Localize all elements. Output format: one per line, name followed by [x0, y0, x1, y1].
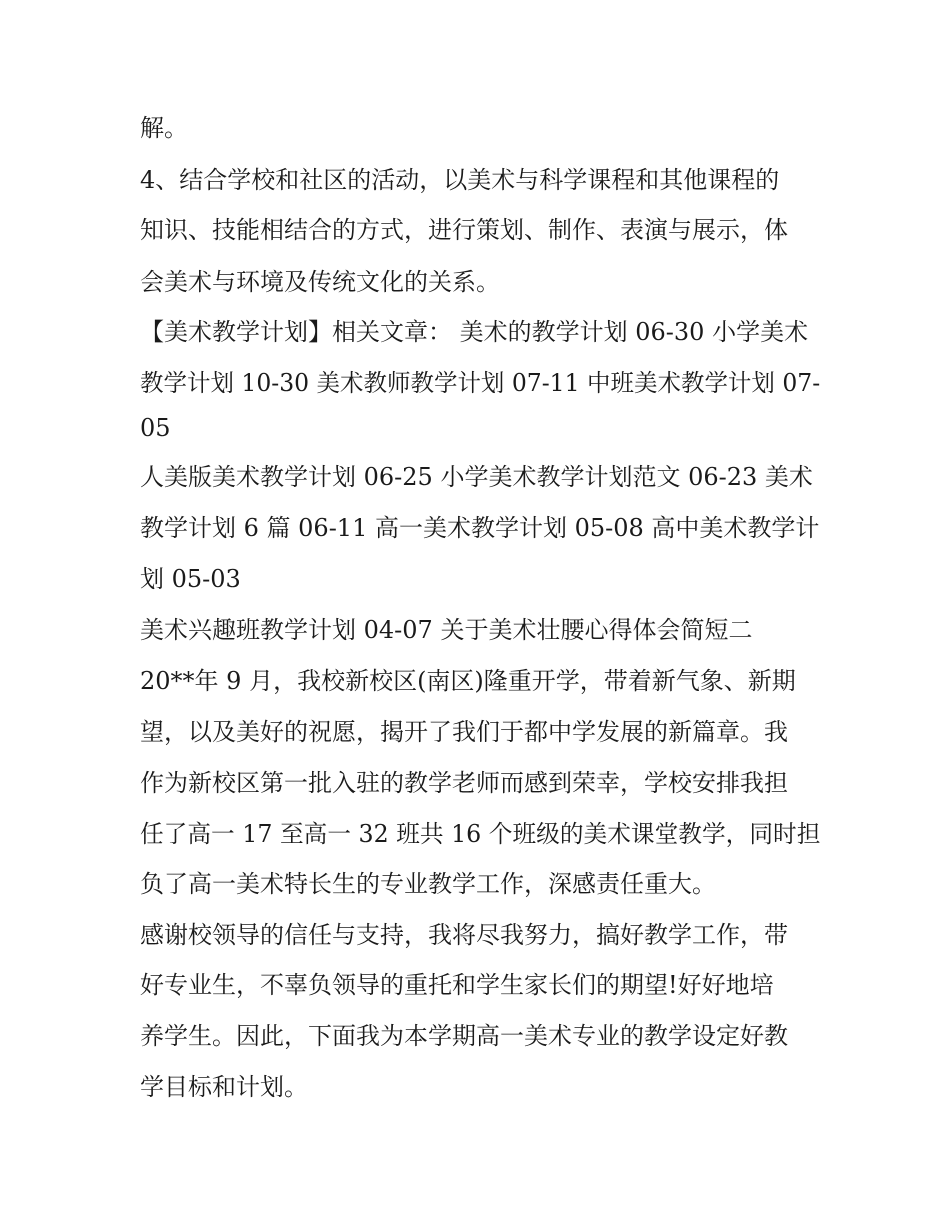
text-line: 4、结合学校和社区的活动，以美术与科学课程和其他课程的 — [140, 166, 780, 194]
text-line: 好专业生，不辜负领导的重托和学生家长们的期望!好好地培 — [140, 971, 774, 999]
related-articles-line: 【美术教学计划】相关文章： 美术的教学计划 06-30 小学美术 — [140, 318, 809, 346]
related-articles-line: 教学计划 10-30 美术教师教学计划 07-11 中班美术教学计划 07- — [140, 369, 821, 397]
text-line: 养学生。因此，下面我为本学期高一美术专业的教学设定好教 — [140, 1022, 788, 1050]
text-line: 学目标和计划。 — [140, 1073, 308, 1101]
related-articles-line: 人美版美术教学计划 06-25 小学美术教学计划范文 06-23 美术 — [140, 463, 813, 491]
text-line: 会美术与环境及传统文化的关系。 — [140, 268, 500, 296]
text-line: 解。 — [140, 114, 188, 142]
text-line: 望，以及美好的祝愿，揭开了我们于都中学发展的新篇章。我 — [140, 718, 788, 746]
related-articles-line: 划 05-03 — [140, 565, 241, 593]
text-line: 知识、技能相结合的方式，进行策划、制作、表演与展示，体 — [140, 216, 788, 244]
related-articles-line: 05 — [140, 414, 171, 442]
text-line: 负了高一美术特长生的专业教学工作，深感责任重大。 — [140, 870, 716, 898]
related-articles-line: 教学计划 6 篇 06-11 高一美术教学计划 05-08 高中美术教学计 — [140, 514, 820, 542]
related-articles-line: 美术兴趣班教学计划 04-07 关于美术壮腰心得体会简短二 — [140, 616, 753, 644]
text-line: 作为新校区第一批入驻的教学老师而感到荣幸，学校安排我担 — [140, 769, 788, 797]
text-line: 感谢校领导的信任与支持，我将尽我努力，搞好教学工作，带 — [140, 921, 788, 949]
text-line: 20**年 9 月，我校新校区(南区)隆重开学，带着新气象、新期 — [140, 667, 796, 695]
text-line: 任了高一 17 至高一 32 班共 16 个班级的美术课堂教学，同时担 — [140, 820, 821, 848]
